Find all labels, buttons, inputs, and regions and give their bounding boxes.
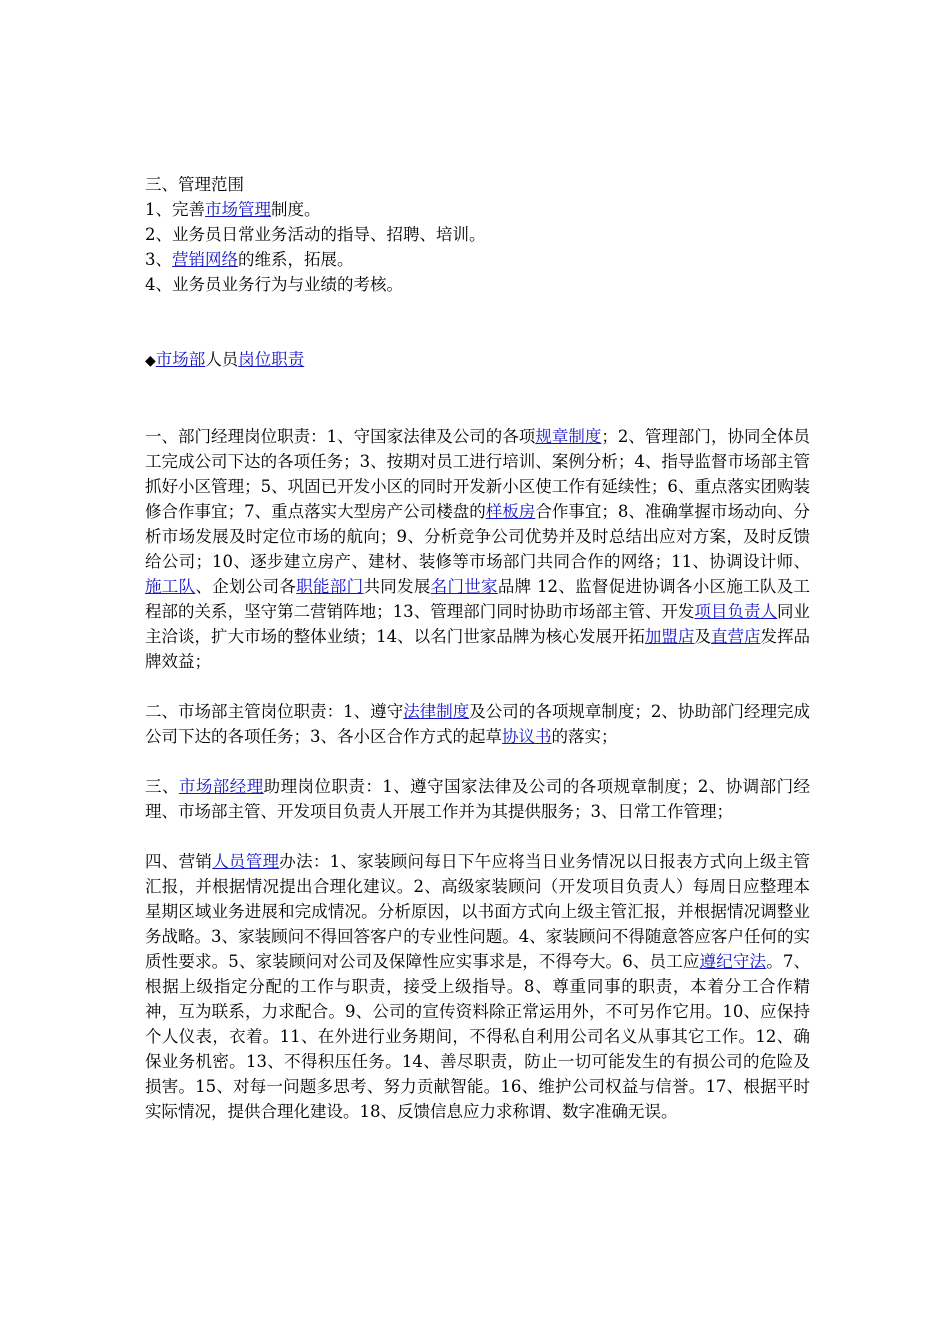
paragraph-text: 。7、根据上级指定分配的工作与职责，接受上级指导。8、尊重同事的职责，本着分工合作精神，互为联系，力求配合。9、公司的宣传资料除正常运用外，不可另作它用。10、应保持个人仪表，衣着。11、在外进行业务期间，不得私自利用公司名义从事其它工作。12、确保业务机密。13、不得积压任务。14、善尽职责，防止一切可能发生的有损公司的危险及损害。15、对每一问题多思考、努力贡献智能。16、维护公司权益与信誉。17、根据平时实际情况，提供合理化建设。18、反馈信息应力求称谓、数字准确无误。	[145, 952, 811, 1121]
scope-item-2	[145, 222, 810, 247]
paragraph-text: 同业主洽谈，扩大市场的整体业绩；14、以名门世家品牌为核心发展开拓	[145, 602, 811, 646]
paragraph-text: 及	[694, 627, 711, 646]
link-market-manager[interactable]: 市场部经理	[178, 777, 264, 796]
paragraph-assistant	[145, 774, 810, 824]
link-direct-store[interactable]: 直营店	[710, 627, 761, 646]
diamond-bullet-icon: ◆	[145, 353, 156, 369]
paragraph-text: 四、营销	[145, 852, 213, 871]
spacer	[145, 674, 810, 699]
paragraph-dept-manager	[145, 424, 810, 674]
spacer	[145, 374, 810, 424]
paragraph-text: 办法：1、家装顾问每日下午应将当日业务情况以日报表方式向上级主管汇报，并根据情况提出合理化建议。2、高级家装顾问（开发项目负责人）每周日应整理本星期区域业务进展和完成情况。分析原因，以书面方式向上级主管汇报，并根据情况调整业务战略。3、家装顾问不得回答客户的专业性问题。4、家装顾问不得随意答应客户任何的实质性要求。5、家装顾问对公司及保障性应实事求是，不得夸大。6、员工应	[145, 852, 811, 971]
link-market-management[interactable]: 市场管理	[205, 200, 271, 219]
section-heading-text: 人员	[205, 350, 239, 369]
scope-item-text: 4、业务员业务行为与业绩的考核。	[145, 275, 403, 294]
paragraph-text: 助理岗位职责：1、遵守国家法律及公司的各项规章制度；2、协调部门经理、市场部主管、开发项目负责人开展工作并为其提供服务；3、日常工作管理；	[145, 777, 811, 821]
paragraph-text: 三、	[145, 777, 179, 796]
paragraph-text: 共同发展	[363, 577, 431, 596]
spacer	[145, 297, 810, 347]
scope-item-text: 制度。	[271, 200, 321, 219]
scope-item-text: 的维系，拓展。	[238, 250, 354, 269]
scope-title: 三、管理范围	[145, 175, 244, 194]
link-agreement[interactable]: 协议书	[502, 727, 552, 746]
paragraph-supervisor	[145, 699, 810, 749]
link-personnel-management[interactable]: 人员管理	[212, 852, 280, 871]
link-project-lead[interactable]: 项目负责人	[694, 602, 777, 621]
paragraph-text: 合作事宜；8、准确掌握市场动向、分析市场发展及时定位市场的航向；9、分析竞争公司优势并及时总结出应对方案，及时反馈给公司；10、逐步建立房产、建材、装修等市场部门共同合作的网络；11、协调设计师、	[145, 502, 811, 571]
paragraph-text: 一、部门经理岗位职责：1、守国家法律及公司的各项	[145, 427, 536, 446]
link-law[interactable]: 法律制度	[403, 702, 470, 721]
link-franchise[interactable]: 加盟店	[644, 627, 695, 646]
paragraph-text: ；2、管理部门，协同全体员工完成公司下达的各项任务；3、按期对员工进行培训、案例分析；4、指导监督市场部主管抓好小区管理；5、巩固已开发小区的同时开发新小区使工作有延续性；6、重点落实团购装修合作事宜；7、重点落实大型房产公司楼盘的	[145, 427, 811, 521]
scope-item-1	[145, 197, 810, 222]
link-functional-dept[interactable]: 职能部门	[296, 577, 364, 596]
link-brand[interactable]: 名门世家	[430, 577, 498, 596]
link-job-duties[interactable]: 岗位职责	[238, 350, 305, 369]
link-rules[interactable]: 规章制度	[535, 427, 602, 446]
paragraph-text: 二、市场部主管岗位职责：1、遵守	[145, 702, 404, 721]
scope-item-text: 1、完善	[145, 200, 205, 219]
spacer	[145, 824, 810, 849]
scope-item-text: 3、	[145, 250, 172, 269]
document-page	[145, 172, 810, 1124]
paragraph-text: 的落实；	[551, 727, 618, 746]
link-model-house[interactable]: 样板房	[485, 502, 536, 521]
scope-item-4	[145, 272, 810, 297]
paragraph-text: 品牌 12、监督促进协调各小区施工队及工程部的关系，坚守第二营销阵地；13、管理部门同时协助市场部主管、开发	[145, 577, 811, 621]
paragraph-text: 发挥品牌效益；	[145, 627, 811, 671]
scope-item-text: 2、业务员日常业务活动的指导、招聘、培训。	[145, 225, 486, 244]
link-sales-network[interactable]: 营销网络	[172, 250, 238, 269]
paragraph-staff-rules	[145, 849, 810, 1124]
scope-item-3	[145, 247, 810, 272]
link-market-dept[interactable]: 市场部	[155, 350, 206, 369]
paragraph-text: 及公司的各项规章制度；2、协助部门经理完成公司下达的各项任务；3、各小区合作方式的起草	[145, 702, 811, 746]
spacer	[145, 749, 810, 774]
link-law-abiding[interactable]: 遵纪守法	[699, 952, 767, 971]
link-construction-team[interactable]: 施工队	[145, 577, 196, 596]
paragraph-text: 、企划公司各	[195, 577, 297, 596]
section-heading	[145, 347, 810, 374]
